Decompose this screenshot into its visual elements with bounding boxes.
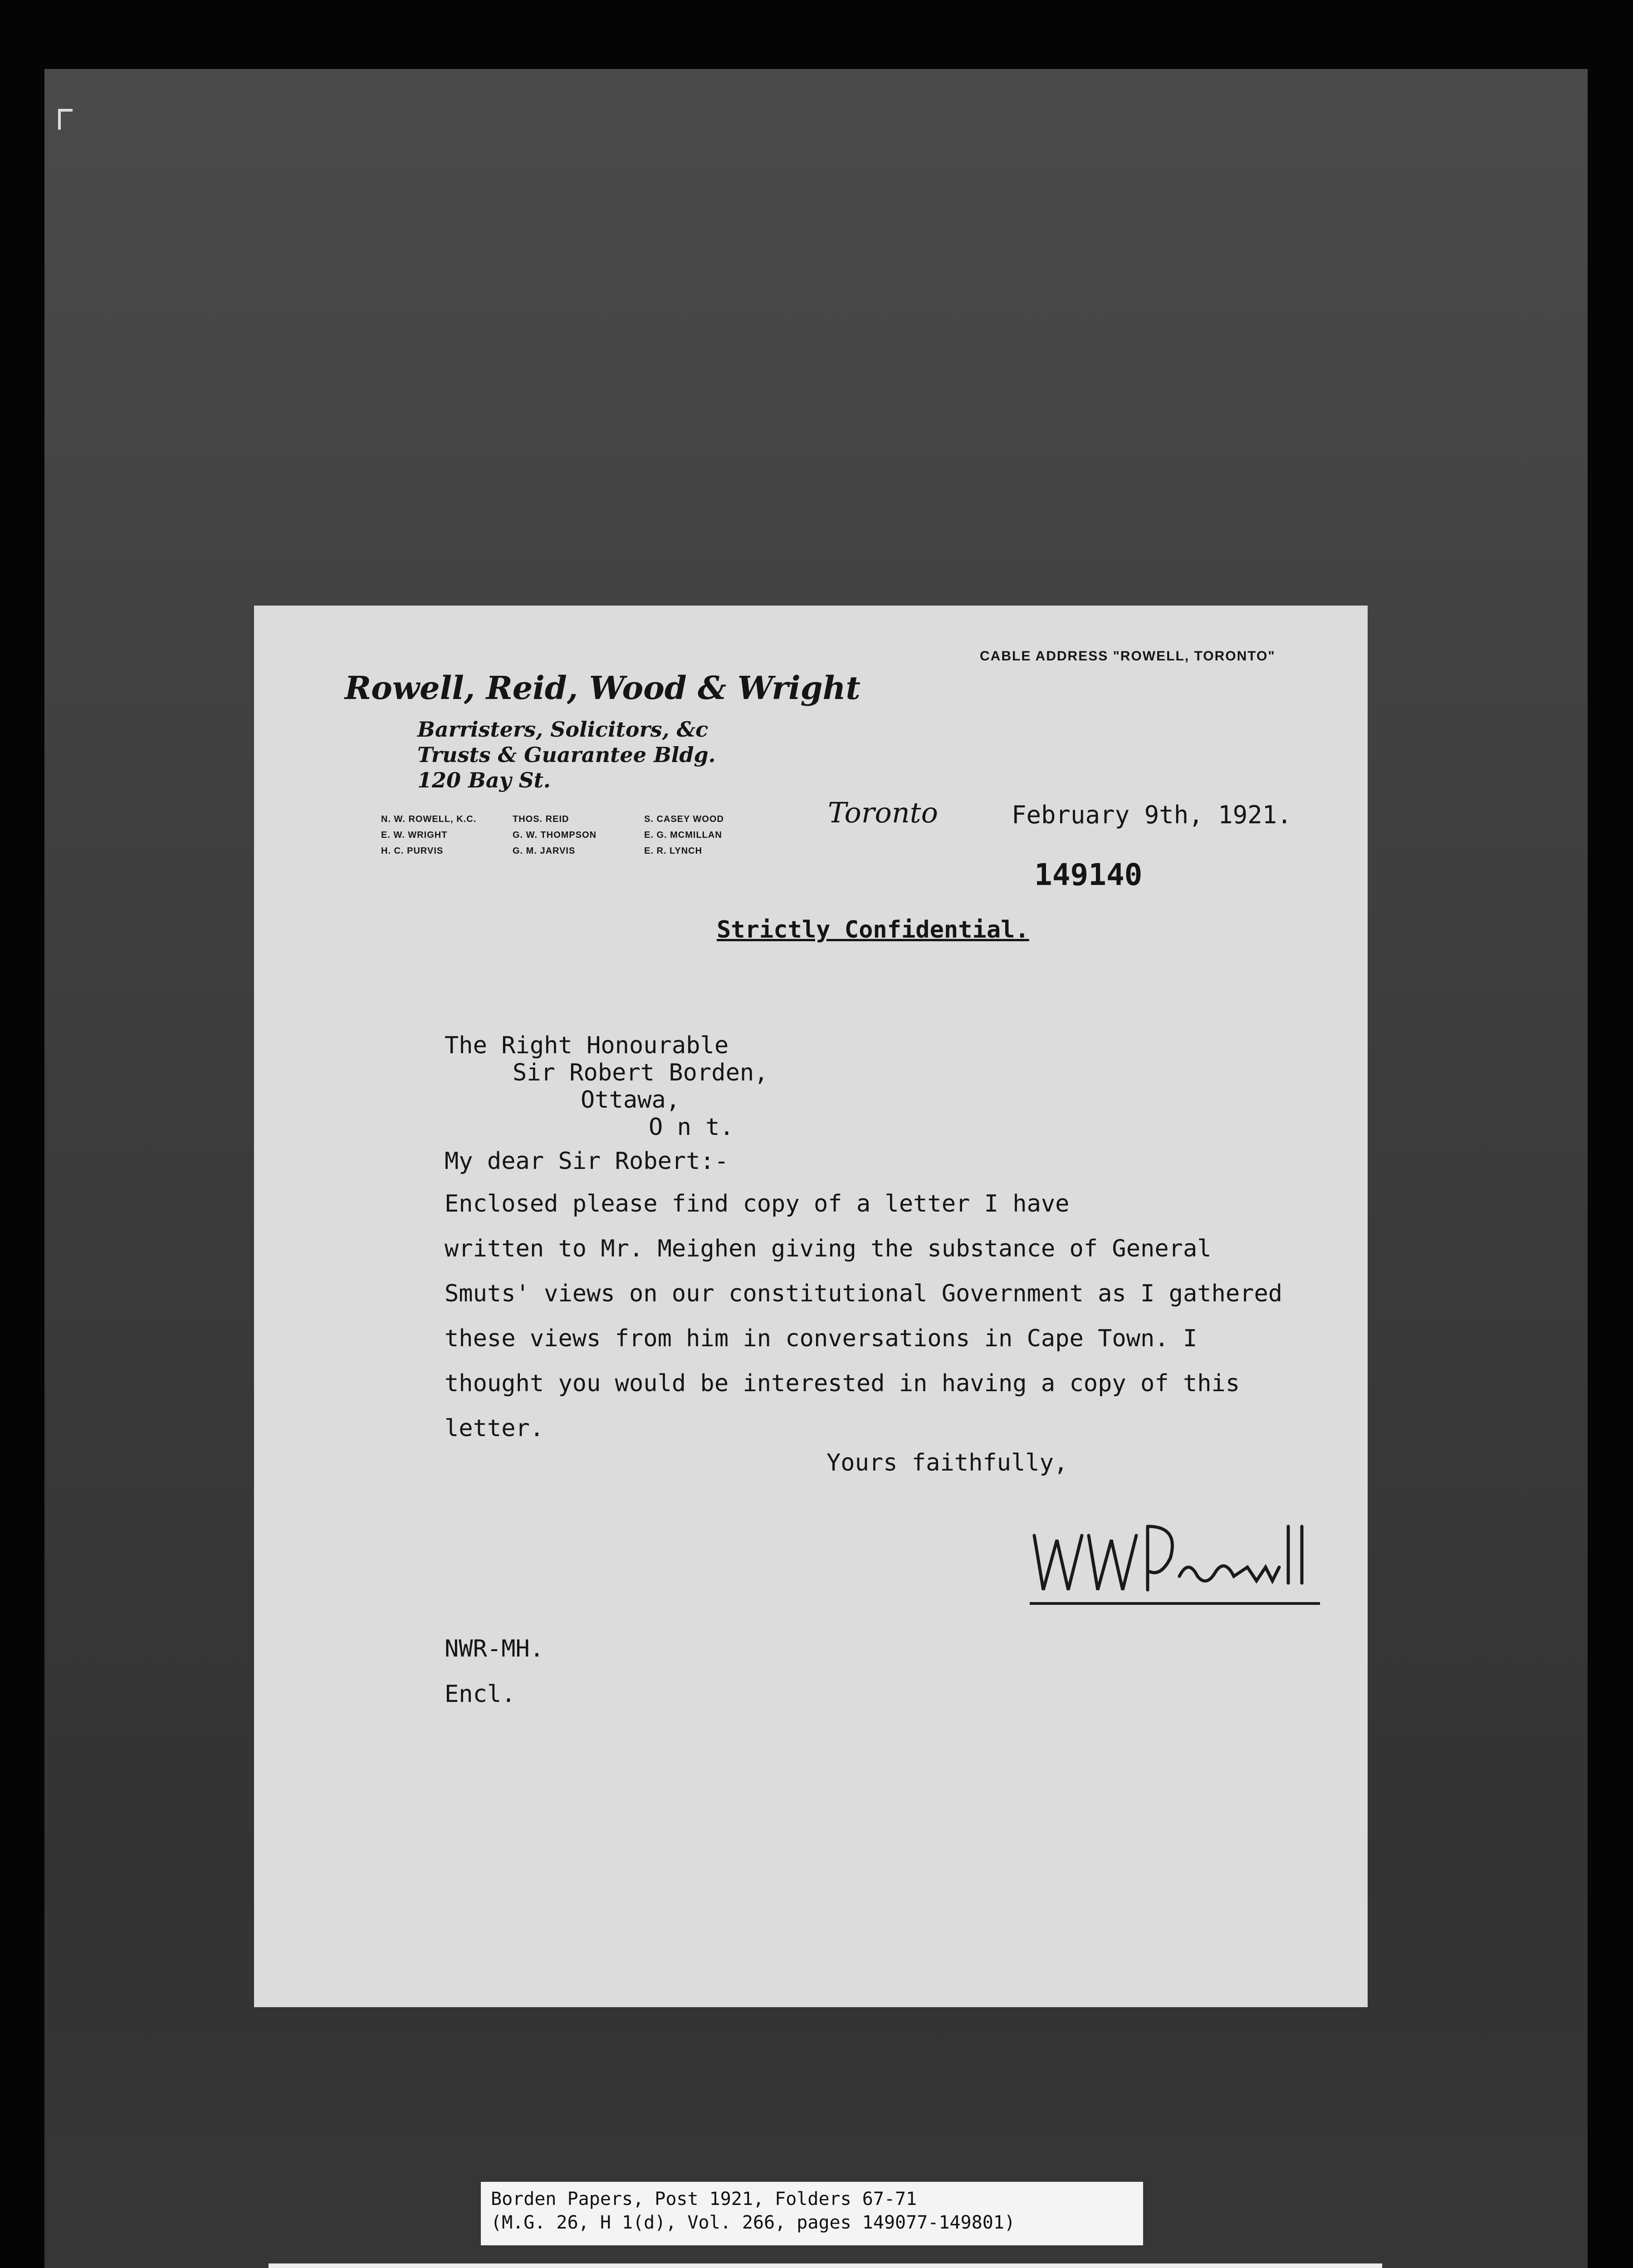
enclosure-note: Encl. [445,1681,516,1708]
partner-name: E. R. LYNCH [644,846,703,856]
folio-number: 149140 [1034,857,1143,892]
collection-label-line: Borden Papers, Post 1921, Folders 67-71 [491,2189,917,2209]
partner-name: E. G. MCMILLAN [644,830,722,840]
firm-subtitle: Barristers, Solicitors, &c [417,717,709,742]
partner-name: G. M. JARVIS [513,846,576,856]
closing: Yours faithfully, [826,1449,1068,1476]
address-line: Ottawa, [581,1086,680,1114]
partner-name: G. W. THOMPSON [513,830,597,840]
salutation: My dear Sir Robert:- [445,1148,729,1175]
letter-page [254,606,1368,2007]
reference-initials: NWR-MH. [445,1635,544,1662]
partner-name: THOS. REID [513,814,569,824]
partner-name: E. W. WRIGHT [381,830,448,840]
cable-address: CABLE ADDRESS "ROWELL, TORONTO" [980,649,1276,664]
partner-list [381,814,776,856]
address-line: Sir Robert Borden, [513,1059,768,1086]
partner-name: N. W. ROWELL, K.C. [381,814,477,824]
collection-label [481,2182,1143,2245]
confidential-heading: Strictly Confidential. [717,916,1029,943]
letter-body: Enclosed please find copy of a letter I have written to Mr. Meighen giving the substance of General Smuts' views on our constitutional Government as I gathered these views from him in conversations in Cape Town. I thought you would be interested in having a copy of this letter. [445,1190,1283,1442]
collection-label-line: (M.G. 26, H 1(d), Vol. 266, pages 149077-149801) [491,2212,1015,2233]
firm-name: Rowell, Reid, Wood & Wright [345,669,861,707]
signature [1025,1508,1325,1619]
city-name: Toronto [828,796,939,829]
letter-date: February 9th, 1921. [1012,801,1292,829]
partner-name: H. C. PURVIS [381,846,444,856]
partner-name: S. CASEY WOOD [644,814,724,824]
firm-details [417,717,716,793]
firm-building: Trusts & Guarantee Bldg. [417,743,716,767]
address-line: O n t. [649,1114,734,1141]
firm-street: 120 Bay St. [417,768,551,792]
archive-card [269,2263,1382,2268]
address-line: The Right Honourable [445,1032,729,1059]
crop-mark [58,109,73,130]
